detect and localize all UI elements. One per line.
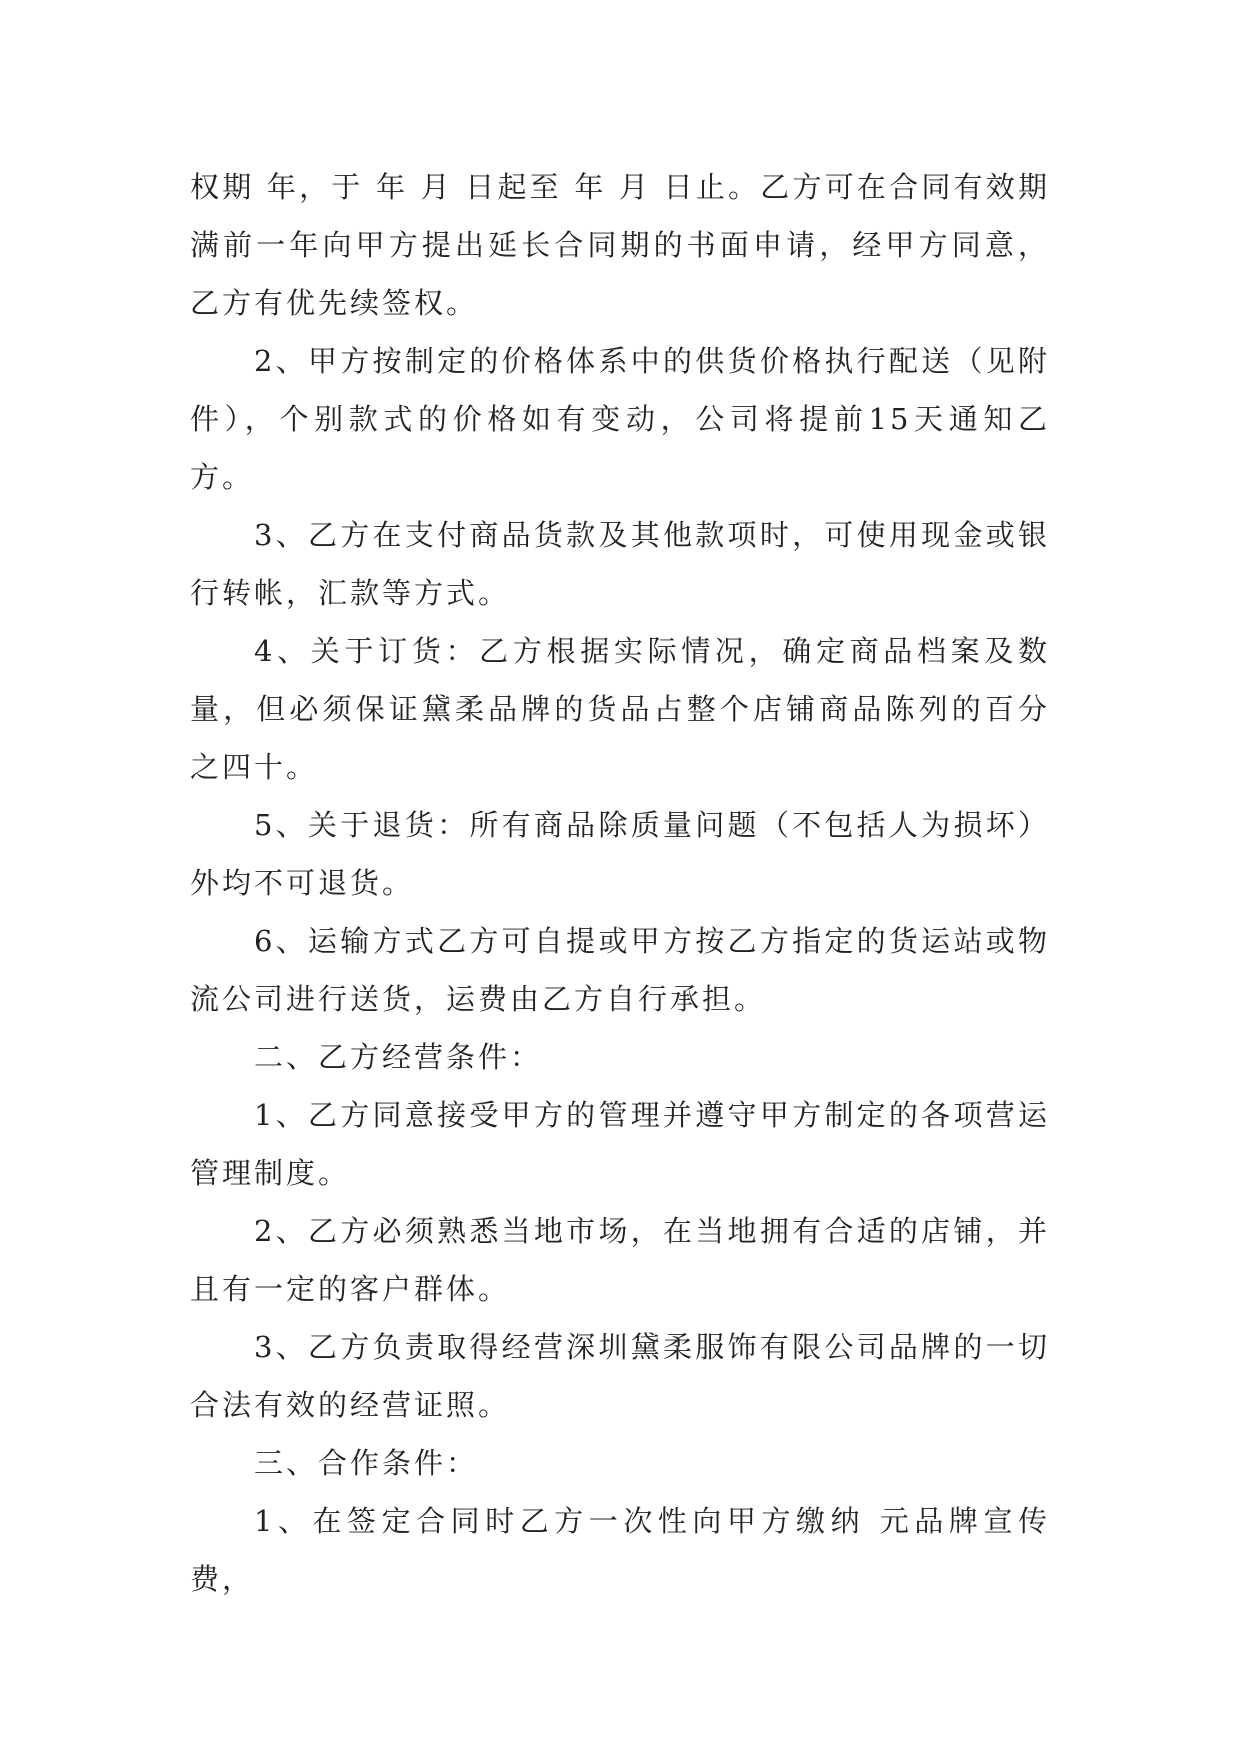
paragraph-ordering: 4、关于订货：乙方根据实际情况，确定商品档案及数量，但必须保证黛柔品牌的货品占整个店铺商品陈列的百分之四十。 (190, 634, 1050, 784)
paragraph-pricing: 2、甲方按制定的价格体系中的供货价格执行配送（见附件），个别款式的价格如有变动，公司将提前15天通知乙方。 (190, 344, 1050, 494)
section-heading-operating-conditions: 二、乙方经营条件： (254, 1040, 543, 1074)
paragraph-returns: 5、关于退货：所有商品除质量问题（不包括人为损坏）外均不可退货。 (190, 808, 1050, 900)
document-body (190, 158, 1050, 1608)
paragraph-shipping: 6、运输方式乙方可自提或甲方按乙方指定的货运站或物流公司进行送货，运费由乙方自行承担。 (190, 924, 1050, 1016)
paragraph-brand-fee: 1、在签定合同时乙方一次性向甲方缴纳 元品牌宣传费， (190, 1504, 1050, 1596)
paragraph-local-market: 2、乙方必须熟悉当地市场，在当地拥有合适的店铺，并且有一定的客户群体。 (190, 1214, 1050, 1306)
paragraph-licenses: 3、乙方负责取得经营深圳黛柔服饰有限公司品牌的一切合法有效的经营证照。 (190, 1330, 1050, 1422)
paragraph-management: 1、乙方同意接受甲方的管理并遵守甲方制定的各项营运管理制度。 (190, 1098, 1050, 1190)
section-heading-cooperation-conditions: 三、合作条件： (254, 1446, 479, 1480)
paragraph-term-period: 权期 年，于 年 月 日起至 年 月 日止。乙方可在合同有效期满前一年向甲方提出延长合同期的书面申请，经甲方同意，乙方有优先续签权。 (190, 170, 1050, 320)
paragraph-payment: 3、乙方在支付商品货款及其他款项时，可使用现金或银行转帐，汇款等方式。 (190, 518, 1050, 610)
